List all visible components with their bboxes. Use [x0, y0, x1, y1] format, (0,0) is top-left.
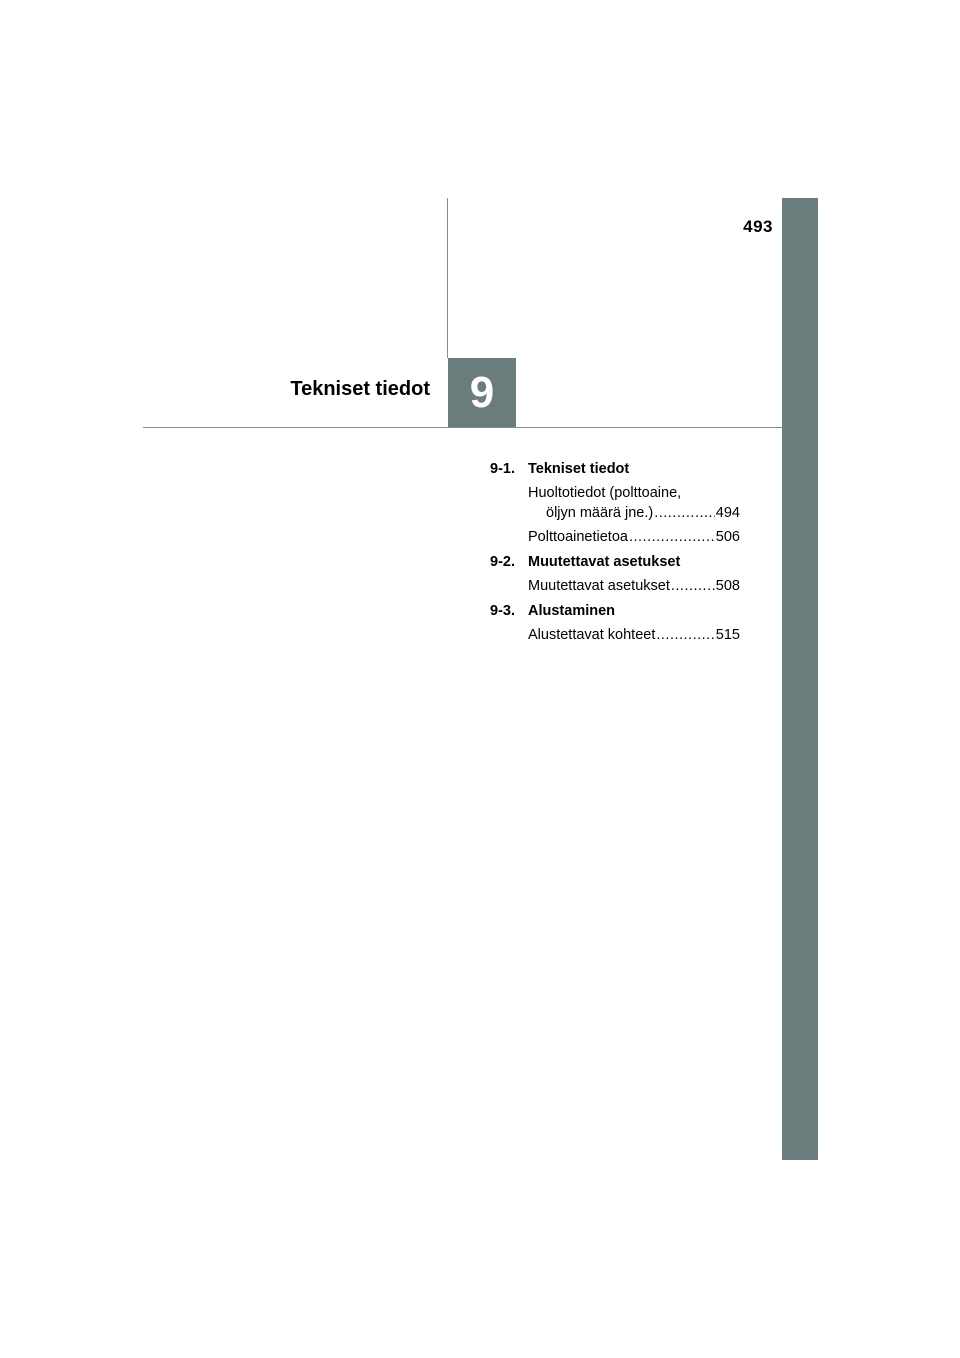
chapter-number: 9: [469, 367, 495, 417]
dot-leader: [629, 527, 715, 547]
toc-entry-page: 508: [715, 578, 740, 594]
toc-entry-title: Huoltotiedot (polttoaine,: [528, 485, 682, 501]
toc-section: [490, 551, 740, 596]
toc-section: [490, 600, 740, 645]
chapter-title: Tekniset tiedot: [290, 378, 430, 400]
toc-section-heading[interactable]: [490, 458, 740, 480]
toc-entry[interactable]: [528, 527, 740, 547]
toc-entry-page: 506: [715, 529, 740, 545]
toc-section-title: Alustaminen: [528, 603, 616, 619]
chapter-number-box: [448, 358, 516, 427]
page-number: 493: [743, 217, 773, 236]
chapter-side-tab: [782, 198, 818, 1160]
toc-entry-page: 515: [715, 627, 740, 643]
toc-entry[interactable]: [528, 483, 740, 523]
toc-entry-title-continued: öljyn määrä jne.): [546, 505, 654, 521]
dot-leader: [654, 503, 715, 523]
dot-leader: [656, 625, 714, 645]
toc-section-heading[interactable]: [490, 600, 740, 622]
toc-entry-page: 494: [715, 505, 740, 521]
toc-section-number: 9-3.: [490, 603, 515, 619]
toc-section-title: Tekniset tiedot: [528, 461, 630, 477]
toc-section-heading[interactable]: [490, 551, 740, 573]
toc-entry[interactable]: [528, 625, 740, 645]
vertical-divider: [447, 198, 448, 358]
toc-entry-title: Polttoainetietoa: [528, 529, 628, 545]
toc-entry[interactable]: [528, 576, 740, 596]
toc-section-title: Muutettavat asetukset: [528, 554, 681, 570]
toc-entry-title: Muutettavat asetukset: [528, 578, 670, 594]
toc-section: [490, 458, 740, 547]
toc-section-number: 9-1.: [490, 461, 515, 477]
dot-leader: [671, 576, 715, 596]
toc-section-number: 9-2.: [490, 554, 515, 570]
horizontal-divider: [143, 427, 782, 428]
table-of-contents: [490, 458, 740, 649]
toc-entry-title: Alustettavat kohteet: [528, 627, 656, 643]
